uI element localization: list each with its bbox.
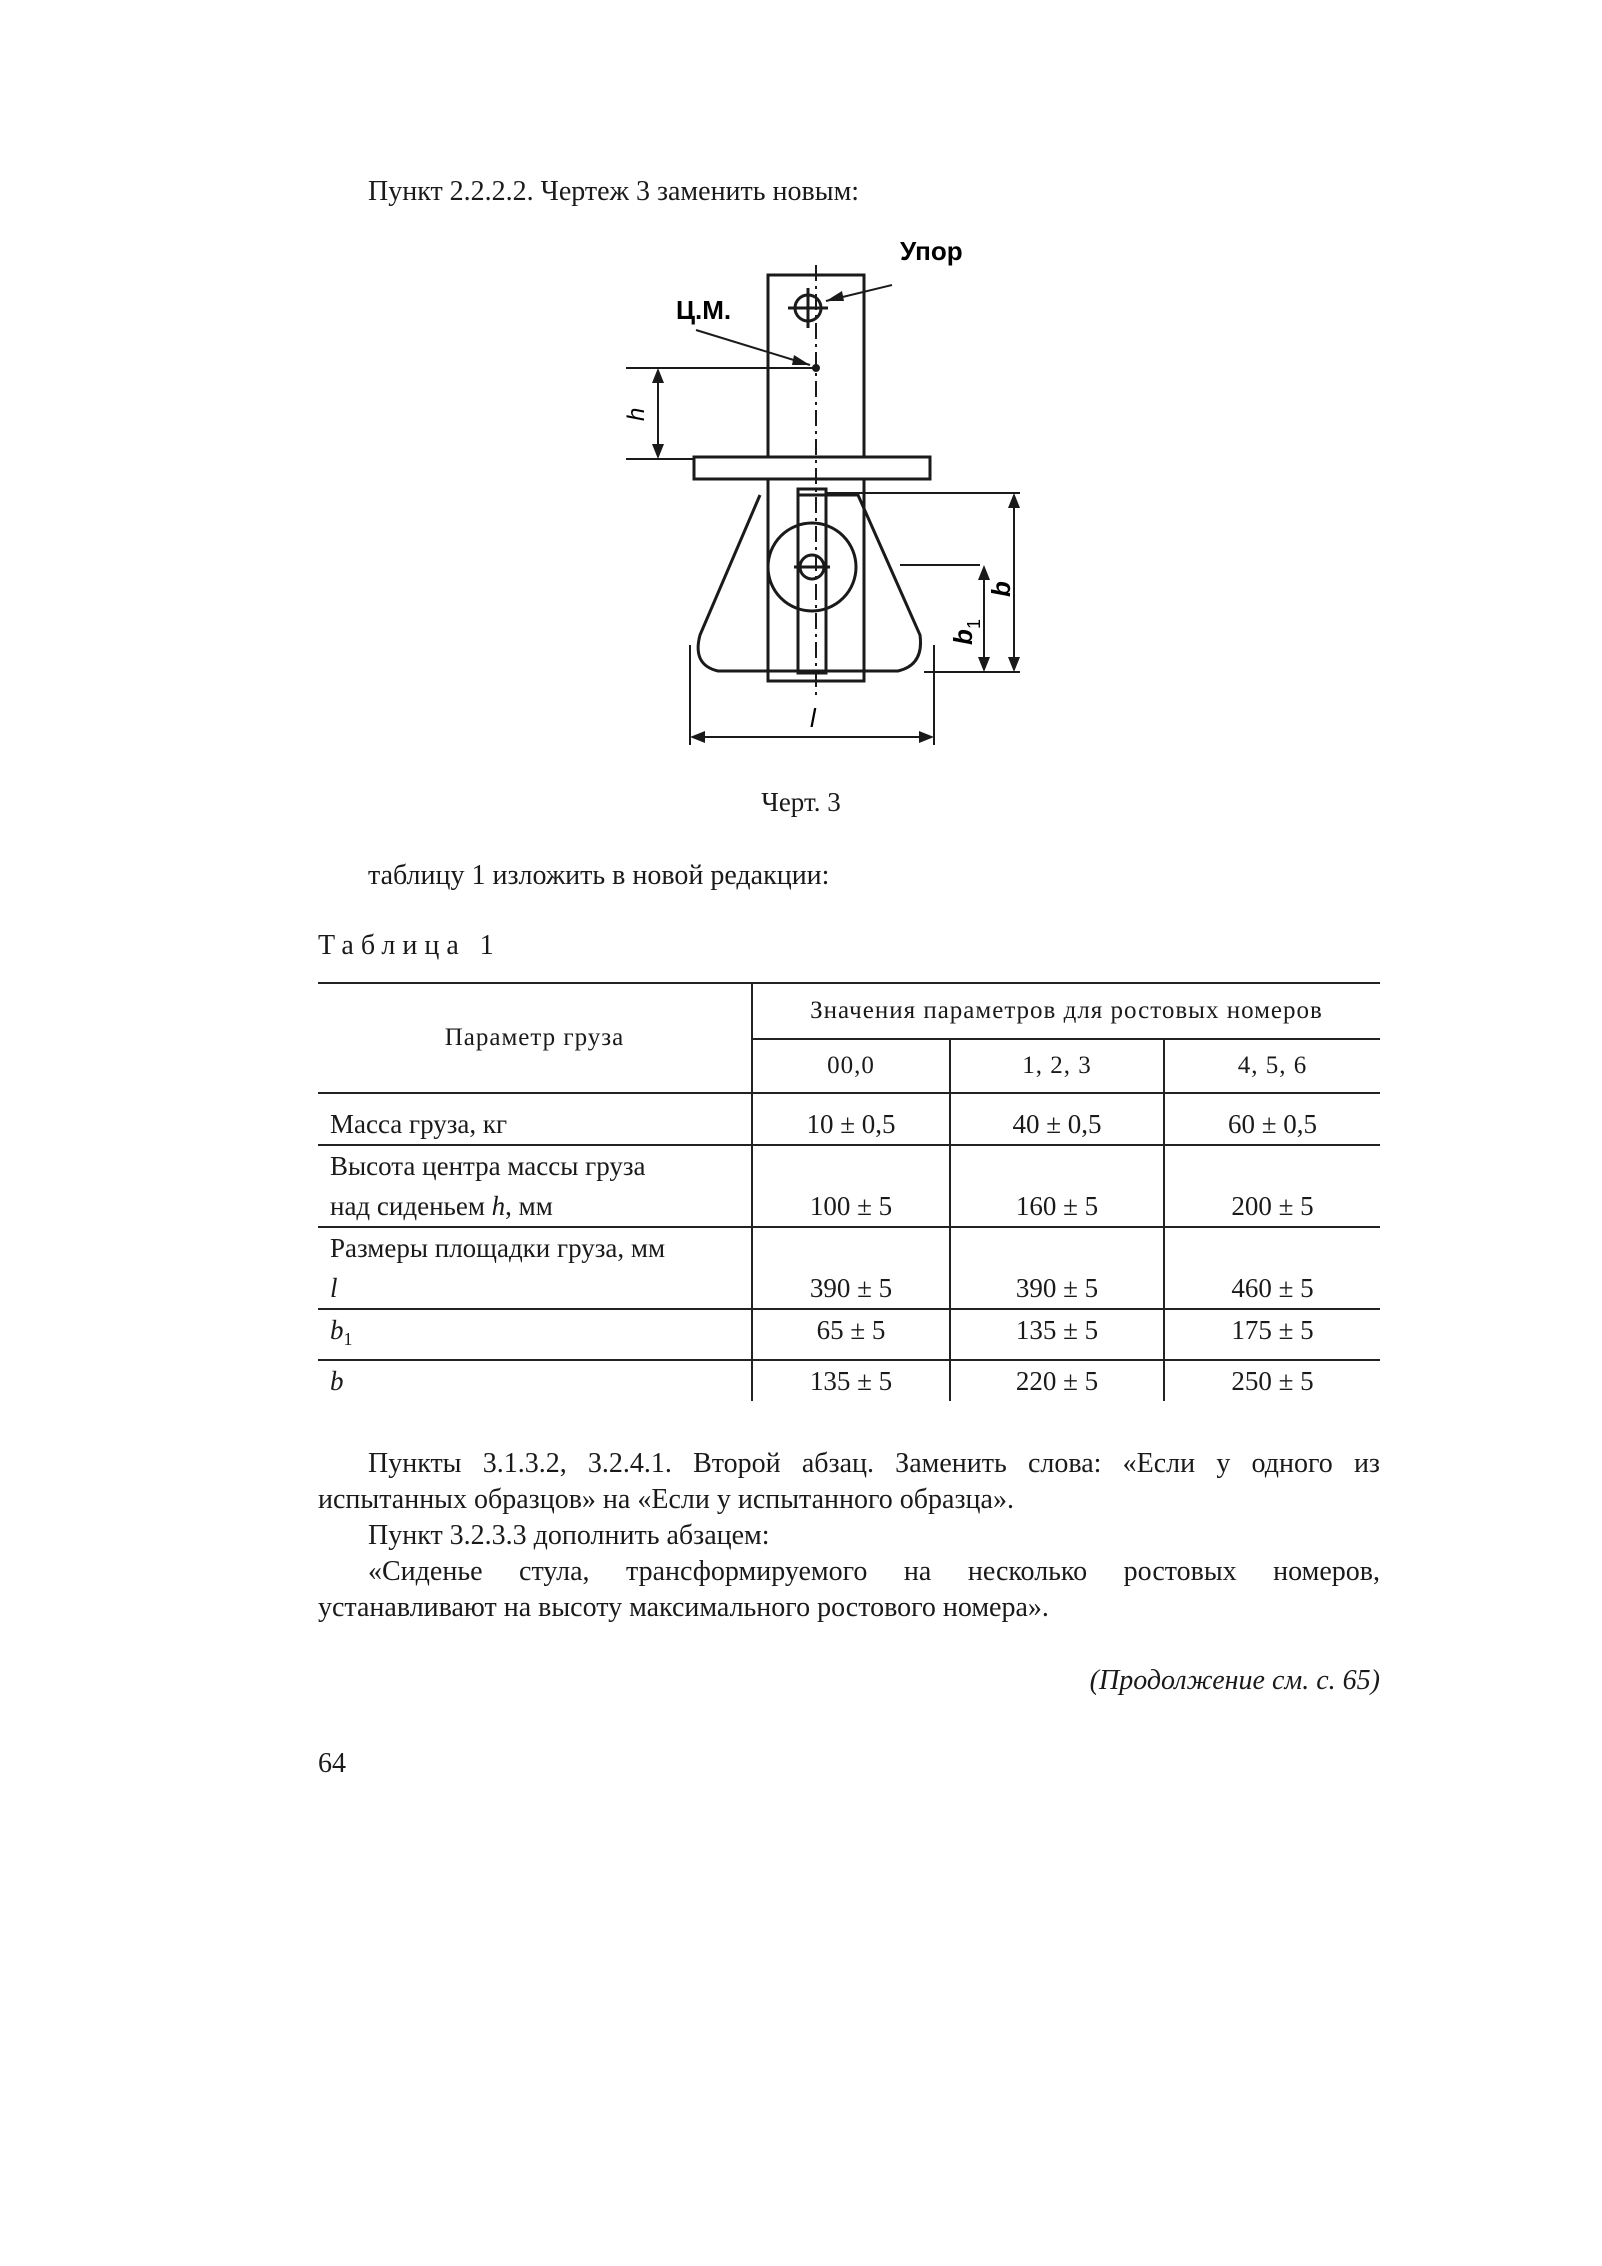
dim-b-label: b xyxy=(986,581,1016,597)
dim-h-label: h xyxy=(623,407,650,421)
row-label: $b_1$ xyxy=(330,1315,353,1349)
intro-line: Пункт 2.2.2.2. Чертеж 3 заменить новым: xyxy=(368,176,860,207)
cell-value: 40 ± 0,5 xyxy=(950,1093,1164,1145)
paragraph-1: Пункты 3.1.3.2, 3.2.4.1. Второй абзац. Заменить слова: «Если у одного из испытанных образцов» на «Если у испытанного образца». xyxy=(318,1448,1380,1515)
drawing-3 xyxy=(600,225,1060,765)
cell-value: 460 ± 5 xyxy=(1164,1227,1380,1309)
cell-value: 135 ± 5 xyxy=(950,1309,1164,1360)
parameters-table xyxy=(318,982,1380,1401)
table-row xyxy=(318,1093,1380,1145)
cell-value: 390 ± 5 xyxy=(752,1227,950,1309)
cell-value: 160 ± 5 xyxy=(950,1145,1164,1227)
table-row xyxy=(318,1309,1380,1360)
cell-value: 250 ± 5 xyxy=(1164,1360,1380,1401)
table-caption: Таблица 1 xyxy=(318,930,501,961)
cell-value: 100 ± 5 xyxy=(752,1145,950,1227)
dim-l-label: l xyxy=(810,703,816,733)
cell-value: 135 ± 5 xyxy=(752,1360,950,1401)
param-header: Параметр груза xyxy=(318,983,752,1093)
column-header: 1, 2, 3 xyxy=(950,1039,1164,1093)
row-label: b xyxy=(330,1366,344,1396)
cell-value: 60 ± 0,5 xyxy=(1164,1093,1380,1145)
figure-caption: Черт. 3 xyxy=(761,787,841,817)
row-label-line: над сиденьем h, мм xyxy=(330,1191,553,1221)
cell-value: 65 ± 5 xyxy=(752,1309,950,1360)
cell-value: 10 ± 0,5 xyxy=(752,1093,950,1145)
continuation-note: (Продолжение см. с. 65) xyxy=(1089,1665,1380,1696)
paragraph-3: «Сиденье стула, трансформируемого на несколько ростовых номеров, устанавливают на высоту максимального ростового номера». xyxy=(318,1556,1380,1623)
cell-value: 390 ± 5 xyxy=(950,1227,1164,1309)
row-label-line: Высота центра массы груза xyxy=(330,1151,646,1181)
values-header: Значения параметров для ростовых номеров xyxy=(752,983,1380,1039)
dim-b1-label: b xyxy=(948,629,978,645)
column-header: 00,0 xyxy=(752,1039,950,1093)
table-row xyxy=(318,1227,1380,1309)
table-row xyxy=(318,1145,1380,1227)
table-row xyxy=(318,1360,1380,1401)
body-text xyxy=(318,1446,1380,1626)
cell-value: 220 ± 5 xyxy=(950,1360,1164,1401)
label-stop: Упор xyxy=(900,236,963,266)
row-label xyxy=(318,1145,752,1227)
dim-b1-subscript: 1 xyxy=(964,618,984,629)
cell-value: 175 ± 5 xyxy=(1164,1309,1380,1360)
row-label: Масса груза, кг xyxy=(330,1109,508,1139)
column-header: 4, 5, 6 xyxy=(1164,1039,1380,1093)
row-label xyxy=(318,1227,752,1309)
label-center-of-mass: Ц.М. xyxy=(676,295,732,325)
cell-value: 200 ± 5 xyxy=(1164,1145,1380,1227)
paragraph-2: Пункт 3.2.3.3 дополнить абзацем: xyxy=(368,1520,770,1551)
table-intro: таблицу 1 изложить в новой редакции: xyxy=(368,860,830,891)
page-number: 64 xyxy=(318,1748,346,1779)
row-label-symbol: l xyxy=(330,1273,338,1303)
row-label-line: Размеры площадки груза, мм xyxy=(330,1233,666,1263)
